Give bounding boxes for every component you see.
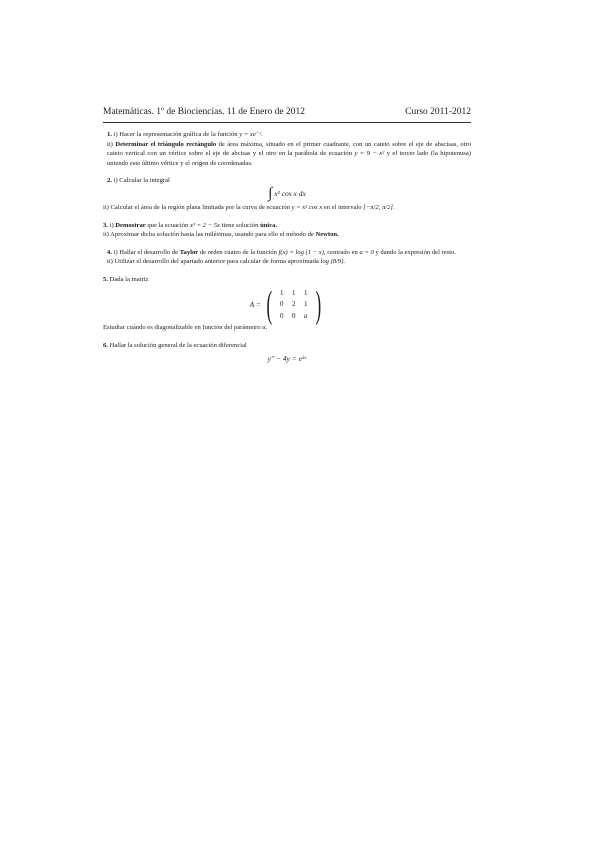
- problem-5: [103, 275, 471, 333]
- problem-number: 5.: [103, 276, 108, 284]
- left-paren-icon: (: [266, 284, 273, 326]
- bold-text: Determinar el: [115, 140, 156, 148]
- header-course: Curso 2011-2012: [405, 107, 471, 117]
- part-text: Utilizar el desarrollo del apartado anterior para calcular de forma aproximada: [114, 258, 319, 266]
- part-text: Dada la matriz: [109, 276, 149, 284]
- matrix-cell: 1: [303, 300, 308, 309]
- part-tail: y el tercer lado (la hipotenusa) uniendo este último vértice y el origen de coordenadas.: [107, 150, 471, 167]
- part-tail: .: [261, 131, 263, 138]
- bold-text: Taylor: [179, 248, 199, 256]
- exam-content: [103, 130, 471, 367]
- math-expression: f(x) = log (1 − x): [278, 248, 324, 256]
- part-text: Estudiar cuándo es diagonalizable en función del parámetro: [103, 324, 261, 332]
- part-label: i): [113, 131, 118, 138]
- matrix-cell: 1: [279, 288, 284, 297]
- math-expression: y = x² cos x: [291, 204, 323, 212]
- part-label: ii): [107, 258, 113, 266]
- header-rule: [103, 122, 471, 123]
- math-expression: y = 9 − x²: [354, 150, 385, 158]
- part-text: Aproximar dicha solución hasta las milésimas, usando para ello el método de: [110, 231, 314, 239]
- part-text: Hallar el desarrollo de: [119, 248, 179, 256]
- part-label: i): [109, 221, 114, 229]
- problem-number: 4.: [107, 248, 112, 256]
- part-tail: .: [392, 204, 395, 212]
- part-label: i): [113, 177, 118, 185]
- problem-number: 2.: [107, 177, 112, 185]
- part-text: tiene solución: [221, 221, 259, 229]
- math-expression: a = 0: [359, 248, 374, 256]
- math-expression: log (8/9): [320, 258, 344, 266]
- math-expression: x³ = 2 − 5x: [190, 221, 220, 229]
- bold-text: triángulo rectángulo: [157, 140, 217, 148]
- part-text: que la ecuación: [147, 221, 189, 229]
- part-label: ii): [107, 140, 113, 148]
- integrand: x² cos x dx: [274, 188, 306, 198]
- part-tail: y dando la expresión del resto.: [375, 248, 457, 256]
- right-paren-icon: ): [315, 284, 321, 326]
- matrix-cell: a: [303, 311, 308, 320]
- problem-number: 6.: [103, 341, 108, 349]
- part-label: ii): [103, 231, 109, 239]
- matrix-cell: 1: [303, 288, 308, 297]
- problem-4: [103, 248, 471, 267]
- part-tail: .: [265, 324, 268, 332]
- integral-equation: [103, 185, 471, 202]
- math-interval: [−π/2, π/2]: [363, 204, 393, 212]
- part-label: ii): [103, 204, 109, 212]
- problem-1: [103, 130, 471, 168]
- problem-number: 3.: [103, 221, 108, 229]
- differential-equation: y″ − 4y = e²ˣ: [267, 353, 307, 363]
- part-text: Calcular la integral: [119, 177, 170, 185]
- part-text: Calcular el área de la región plana limitada por la curva de ecuación: [110, 204, 290, 212]
- part-text: de orden cuatro de la función: [199, 248, 277, 256]
- part-text: Hacer la representación gráfica de la función: [119, 131, 238, 138]
- bold-text: Demostrar: [115, 221, 146, 229]
- matrix-grid: [276, 289, 312, 322]
- part-tail: .: [343, 258, 346, 266]
- matrix-cell: 0: [291, 311, 296, 320]
- matrix-cell: 1: [291, 288, 296, 297]
- problem-number: 1.: [107, 131, 112, 138]
- math-expression: a: [262, 324, 266, 332]
- matrix-cell: 0: [279, 300, 284, 309]
- bold-text: única.: [260, 221, 278, 229]
- math-expression: y = xe⁻ˣ: [239, 131, 262, 138]
- matrix-cell: 2: [291, 300, 296, 309]
- problem-3: [103, 221, 471, 240]
- page-header: [103, 107, 471, 117]
- part-text: en el intervalo: [323, 204, 362, 212]
- matrix-cell: 0: [279, 311, 284, 320]
- matrix-equation: [103, 284, 471, 326]
- part-text: de área máxima, situado en el primer cuadrante, con un cateto sobre el eje de abscisas, otro cateto vertical con un vértice sobre el eje de abcisas y el otro en la parábola de ecuación: [107, 140, 472, 158]
- bold-text: Newton.: [315, 231, 339, 239]
- part-label: i): [113, 248, 118, 256]
- problem-6: [103, 341, 471, 363]
- matrix-name: A =: [249, 300, 262, 310]
- integral-sign-icon: ∫: [268, 185, 273, 202]
- problem-2: [103, 176, 471, 212]
- part-text: Hallar la solución general de la ecuación diferencial: [109, 341, 247, 349]
- header-title: Matemáticas. 1º de Biociencias. 11 de Enero de 2012: [103, 107, 306, 117]
- part-text: , centrado en: [323, 248, 358, 256]
